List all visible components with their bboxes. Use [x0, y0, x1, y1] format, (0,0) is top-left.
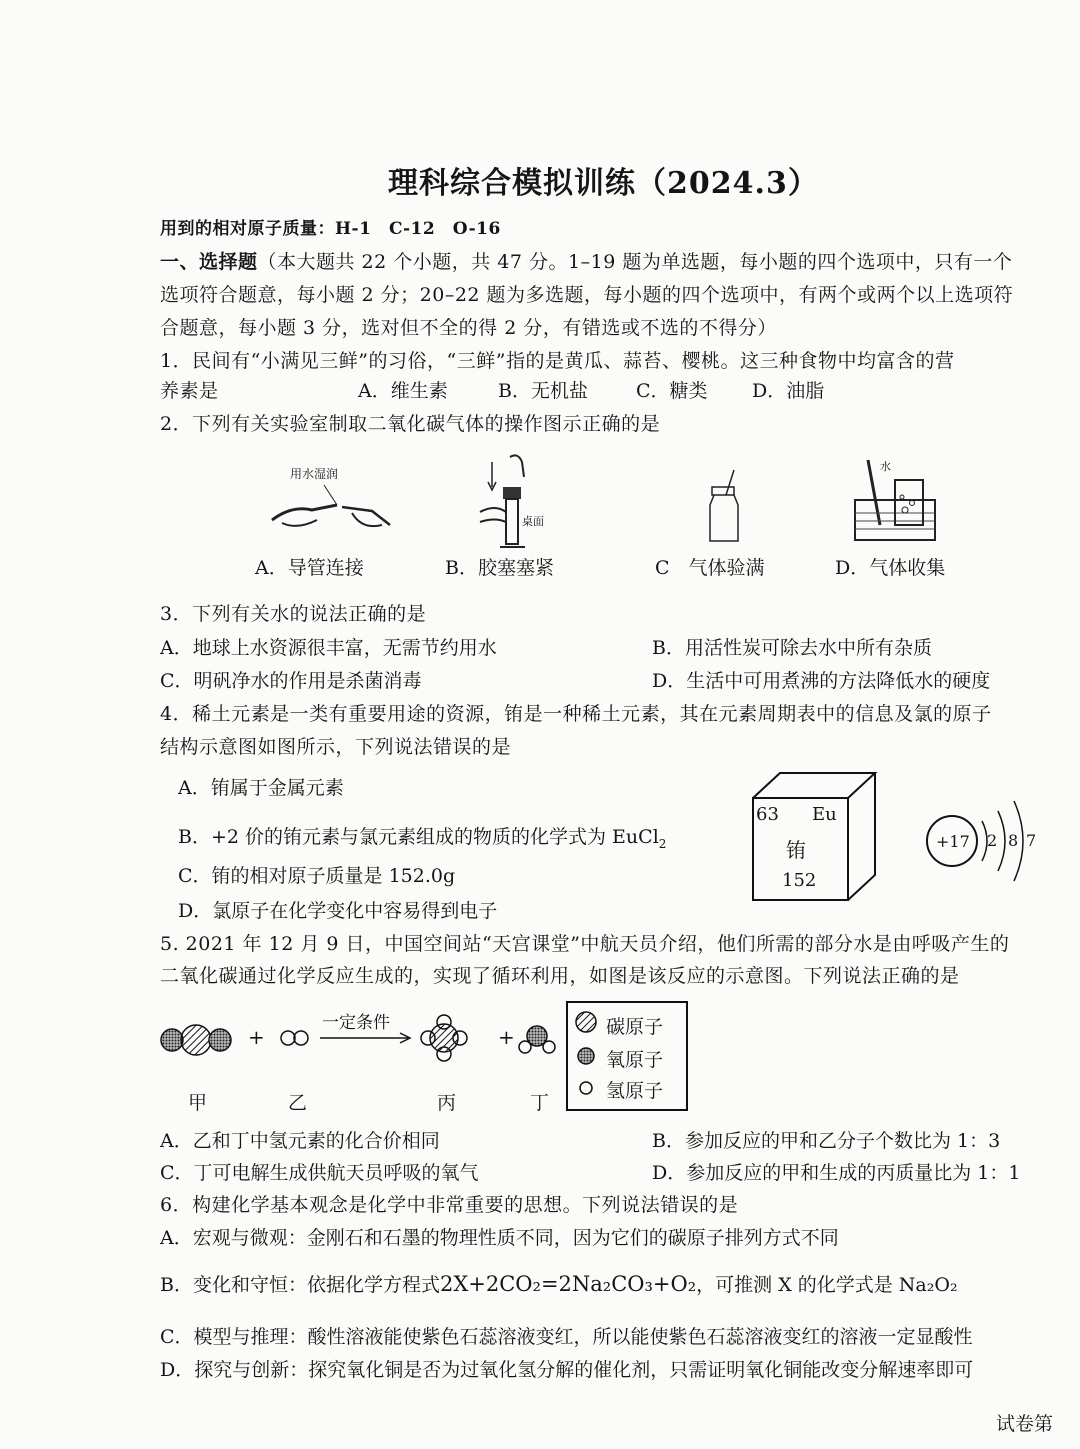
section-intro-line2: 选项符合题意，每小题 2 分；20–22 题为多选题，每小题的四个选项中，有两个或两个以上选项符 — [160, 284, 1014, 306]
q1-option-b: B．无机盐 — [498, 380, 588, 402]
q2-figure-a — [262, 475, 402, 545]
element-mass: 152 — [782, 870, 817, 891]
q2-figA-label: 用水湿润 — [290, 467, 339, 481]
chlorine-shell-3: 7 — [1026, 831, 1037, 850]
section-heading: 一、选择题 — [160, 251, 258, 273]
atom-legend-icons — [574, 1008, 598, 1104]
q1-option-d: D．油脂 — [752, 380, 825, 402]
q4-option-d: D．氯原子在化学变化中容易得到电子 — [178, 900, 498, 922]
chlorine-shell-1: 2 — [987, 831, 998, 850]
q2-figD-label: 水 — [880, 460, 891, 473]
q5-option-c: C．丁可电解生成供航天员呼吸的氧气 — [160, 1162, 479, 1184]
label-yi: 乙 — [288, 1092, 308, 1114]
q1-option-a: A．维生素 — [358, 380, 448, 402]
q3-option-d: D．生活中可用煮沸的方法降低水的硬度 — [652, 670, 991, 692]
q6-option-b: B．变化和守恒：依据化学方程式2X+2CO₂=2Na₂CO₃+O₂，可推测 X 的化学式是 Na₂O₂ — [160, 1272, 958, 1296]
reaction-condition: 一定条件 — [322, 1013, 390, 1033]
q4-stem-line2: 结构示意图如图所示，下列说法错误的是 — [160, 736, 512, 758]
label-jia: 甲 — [188, 1092, 208, 1114]
q6-equation: 2X+2CO₂=2Na₂CO₃+O₂ — [439, 1272, 697, 1296]
reaction-plus-1: + — [248, 1025, 265, 1049]
q2-option-a: A．导管连接 — [255, 557, 364, 579]
q4-stem-line1: 4．稀土元素是一类有重要用途的资源，铕是一种稀土元素，其在元素周期表中的信息及氯的原子 — [160, 703, 992, 725]
q6-option-d: D．探究与创新：探究氧化铜是否为过氧化氢分解的催化剂，只需证明氧化铜能改变分解速率即可 — [160, 1359, 974, 1381]
q1-option-c: C．糖类 — [636, 380, 708, 402]
legend-carbon: 碳原子 — [606, 1016, 664, 1038]
element-symbol: Eu — [812, 804, 837, 825]
section-intro-line1: 一、选择题（本大题共 22 个小题，共 47 分。1–19 题为单选题，每小题的四个选项中，只有一个 — [160, 251, 1013, 273]
q2-figure-d — [850, 455, 940, 545]
carbon-atom-icon — [576, 1012, 596, 1032]
q2-stem: 2．下列有关实验室制取二氧化碳气体的操作图示正确的是 — [160, 413, 661, 435]
q2-option-d: D．气体收集 — [835, 557, 946, 579]
q5-stem-line1: 5. 2021 年 12 月 9 日，中国空间站“天宫课堂”中航天员介绍，他们所需的部分水是由呼吸产生的 — [160, 933, 1010, 955]
q2-option-b: B．胶塞塞紧 — [445, 557, 554, 579]
q4-option-c: C．铕的相对原子质量是 152.0g — [178, 865, 456, 887]
legend-oxygen: 氧原子 — [606, 1049, 664, 1071]
q2-option-c: C 气体验满 — [655, 557, 765, 579]
q5-stem-line2: 二氧化碳通过化学反应生成的，实现了循环利用，如图是该反应的示意图。下列说法正确的是 — [160, 965, 960, 987]
chlorine-shell-2: 8 — [1008, 831, 1019, 850]
q2-figure-b — [470, 452, 560, 562]
q2-figB-label: 桌面 — [522, 515, 544, 528]
q5-option-b: B．参加反应的甲和乙分子个数比为 1：3 — [652, 1130, 1001, 1152]
oxygen-atom-icon — [578, 1048, 594, 1064]
q3-option-a: A．地球上水资源很丰富，无需节约用水 — [160, 637, 497, 659]
reaction-plus-2: + — [498, 1025, 515, 1049]
element-number: 63 — [756, 804, 779, 825]
element-name: 铕 — [786, 838, 806, 862]
page-title: 理科综合模拟训练（2024.3） — [388, 166, 819, 201]
q5-option-d: D．参加反应的甲和生成的丙质量比为 1：1 — [652, 1162, 1021, 1184]
atomic-masses: 用到的相对原子质量：H-1 C-12 O-16 — [160, 219, 501, 239]
q6-stem: 6．构建化学基本观念是化学中非常重要的思想。下列说法错误的是 — [160, 1194, 739, 1216]
chlorine-nucleus: +17 — [936, 832, 970, 851]
section-intro-line3: 合题意，每小题 3 分，选对但不全的得 2 分，有错选或不选的不得分） — [160, 317, 777, 339]
page-footer: 试卷第 — [996, 1413, 1054, 1435]
label-ding: 丁 — [530, 1092, 550, 1114]
label-bing: 丙 — [437, 1092, 457, 1114]
q3-stem: 3．下列有关水的说法正确的是 — [160, 603, 427, 625]
q5-option-a: A．乙和丁中氢元素的化合价相同 — [160, 1130, 440, 1152]
q3-option-b: B．用活性炭可除去水中所有杂质 — [652, 637, 932, 659]
hydrogen-atom-icon — [580, 1082, 592, 1094]
q6-option-a: A．宏观与微观：金刚石和石墨的物理性质不同，因为它们的碳原子排列方式不同 — [160, 1227, 839, 1249]
legend-hydrogen: 氢原子 — [606, 1080, 664, 1102]
q4-option-b: B．+2 价的铕元素与氯元素组成的物质的化学式为 EuCl$_2$ — [178, 826, 667, 851]
q3-option-c: C．明矾净水的作用是杀菌消毒 — [160, 670, 422, 692]
q2-figure-c — [700, 465, 750, 545]
q1-stem-line1: 1．民间有“小满见三鲜”的习俗，“三鲜”指的是黄瓜、蒜苔、樱桃。这三种食物中均富含的营 — [160, 350, 955, 372]
q4-option-a: A．铕属于金属元素 — [178, 777, 344, 799]
q1-stem-line2: 养素是 — [160, 380, 219, 402]
q6-option-c: C．模型与推理：酸性溶液能使紫色石蕊溶液变红，所以能使紫色石蕊溶液变红的溶液一定显酸性 — [160, 1326, 973, 1348]
